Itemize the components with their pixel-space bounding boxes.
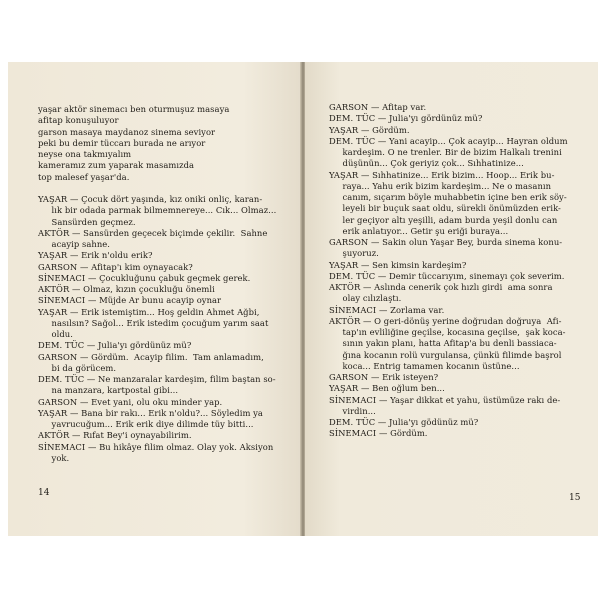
text-line: AKTÖR — Olmaz, kızın çocukluğu önemli	[38, 284, 215, 294]
text-line: SİNEMACI — Gördüm.	[329, 428, 428, 439]
text-line: GARSON — Afitap var.	[329, 102, 427, 112]
text-line: SİNEMACI — Bu hikâye filim olmaz. Olay yok. Aksiyon	[38, 441, 274, 452]
text-line: raya... Yahu erik bizim kardeşim... Ne o masanın	[329, 180, 552, 191]
text-line: YAŞAR — Ben oğlum ben...	[329, 383, 445, 394]
text-line: DEM. TÜC — Ne manzaralar kardeşim, filim baştan so-	[38, 374, 276, 384]
text-line: tap'ın evliliğine geçilse, kocasına geçilse, şak koca-	[329, 327, 566, 337]
text-line: garson masaya maydanoz sinema seviyor	[38, 126, 216, 137]
right-page-text	[329, 102, 568, 440]
text-line: ğına kocanın rolü vurgulansa, çünkü filimde başrol	[329, 349, 562, 360]
text-line: bi da görücem.	[38, 362, 117, 373]
text-line: DEM. TÜC — Demir tüccarıyım, sinemayı çok severim.	[329, 270, 565, 281]
text-line: lık bir odada parmak bilmemnereye... Cık... Olmaz...	[38, 205, 277, 216]
text-line: ler geçiyor altı yeşilli, adam burda yeşil donlu can	[329, 214, 558, 225]
text-line: AKTÖR — Aslında cenerik çok hızlı girdi ama sonra	[329, 282, 553, 292]
left-page-number: 14	[38, 488, 50, 498]
text-line: YAŞAR — Gördüm.	[329, 124, 410, 135]
text-line: AKTÖR — O geri-dönüş yerine doğrudan doğruya Afi-	[329, 315, 562, 326]
text-line: AKTÖR — Rıfat Bey'i oynayabilirim.	[38, 430, 192, 441]
left-page	[8, 62, 301, 536]
text-line: YAŞAR — Sen kimsin kardeşim?	[329, 259, 467, 270]
text-line: Sansürden geçmez.	[38, 216, 136, 227]
right-page-number: 15	[569, 493, 581, 503]
open-book	[8, 62, 598, 536]
text-line: koca... Entrig tamamen kocanın üstüne...	[329, 360, 520, 371]
text-line: nasılsın? Sağol... Erik istedim çocuğum yarım saat	[38, 317, 269, 328]
text-line: yaşar aktör sinemacı ben oturmuşuz masaya	[38, 104, 230, 114]
text-line: kardeşim. O ne trenler. Bir de bizim Halkalı trenini	[329, 147, 562, 157]
text-line: GARSON — Evet yani, olu oku minder yap.	[38, 396, 223, 407]
text-line: DEM. TÜC — Julia'yı gördünüz mü?	[329, 113, 483, 124]
text-line: YAŞAR — Sıhhatinize... Erik bizim... Hoop... Erik bu-	[329, 169, 555, 180]
text-line: yok.	[38, 452, 70, 463]
text-line: peki bu demir tüccarı burada ne arıyor	[38, 137, 206, 148]
text-line: SİNEMACI — Yaşar dikkat et yahu, üstümüze rakı de-	[329, 394, 561, 405]
text-line: na manzara, kartpostal gibi...	[38, 385, 179, 396]
text-line: leyeli bir buçuk saat oldu, sürekli önümüzden erik-	[329, 203, 561, 214]
text-line: GARSON — Gördüm. Acayip filim. Tam anlamadım,	[38, 351, 264, 362]
text-line: YAŞAR — Erik n'oldu erik?	[38, 250, 153, 261]
text-line: GARSON — Sakin olun Yaşar Bey, burda sinema konu-	[329, 237, 563, 247]
text-line: afitap konuşuluyor	[38, 115, 119, 126]
text-line: GARSON — Erik isteyen?	[329, 372, 439, 382]
text-line: GARSON — Afitap'ı kim oynayacak?	[38, 261, 193, 272]
text-line: AKTÖR — Sansürden geçecek biçimde çekilir. Sahne	[38, 227, 268, 238]
text-line: neyse ona takmıyalım	[38, 149, 132, 159]
text-line: kameramız zum yaparak masamızda	[38, 160, 195, 171]
text-line: oldu.	[38, 329, 73, 339]
text-line: YAŞAR — Çocuk dört yaşında, kız oniki onliç, karan-	[38, 194, 263, 204]
text-line: yavrucuğum... Erik erik diye dilimde tüy bitti...	[38, 419, 254, 429]
left-page-text	[38, 104, 276, 464]
text-line: acayip sahne.	[38, 239, 111, 249]
text-line	[38, 183, 276, 194]
right-page	[305, 62, 598, 536]
text-line: olay cılızlaştı.	[329, 293, 402, 304]
text-line: SİNEMACI — Müjde Ar bunu acayip oynar	[38, 295, 222, 306]
text-line: canım, sıçarım böyle muhabbetin içine ben erik söy-	[329, 192, 567, 202]
text-line: DEM. TÜC — Yani acayip... Çok acayip... Hayran oldum	[329, 135, 568, 146]
text-line: düşünün... Çok geriyiz çok... Sıhhatinize...	[329, 158, 524, 169]
text-line: DEM. TÜC — Julia'yı gödünüz mü?	[329, 417, 479, 427]
text-line: top malesef yaşar'da.	[38, 171, 130, 182]
text-line: SİNEMACI — Zorlama var.	[329, 304, 445, 315]
text-line: SİNEMACI — Çocukluğunu çabuk geçmek gerek.	[38, 272, 251, 283]
text-line: erik anlatıyor... Getir şu eriği buraya...	[329, 225, 509, 236]
text-line: virdin...	[329, 405, 376, 416]
text-line: şuyoruz.	[329, 248, 379, 259]
text-line: DEM. TÜC — Julia'yı gördünüz mü?	[38, 340, 192, 351]
text-line: sının yakın planı, hatta Afitap'a bu denli bassiaca-	[329, 338, 557, 349]
text-line: YAŞAR — Erik istemiştim... Hoş geldin Ahmet Ağbi,	[38, 306, 260, 317]
text-line: YAŞAR — Bana bir rakı... Erik n'oldu?... Söyledim ya	[38, 407, 263, 418]
